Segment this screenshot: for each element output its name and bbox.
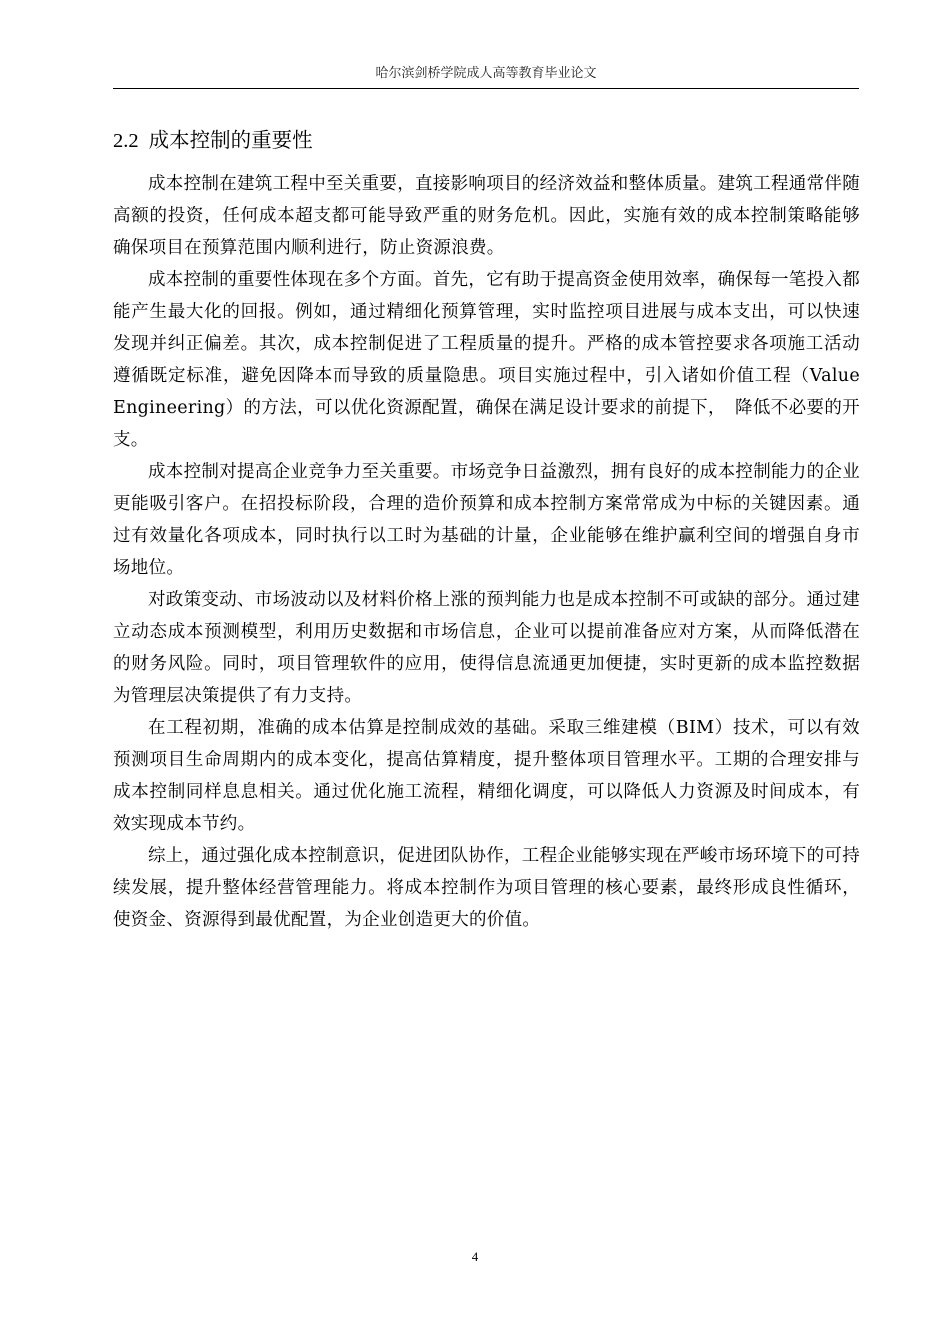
paragraph-5: 在工程初期，准确的成本估算是控制成效的基础。采取三维建模（BIM）技术，可以有效预测项目生命周期内的成本变化，提高估算精度，提升整体项目管理水平。工期的合理安排与成本控制同样息息相关。通过优化施工流程，精细化调度，可以降低人力资源及时间成本，有效实现成本节约。 [113,718,860,834]
header-divider [113,88,859,89]
page-header: 哈尔滨剑桥学院成人高等教育毕业论文 [375,66,597,81]
paragraph-2: 成本控制的重要性体现在多个方面。首先，它有助于提高资金使用效率，确保每一笔投入都能产生最大化的回报。例如，通过精细化预算管理，实时监控项目进展与成本支出，可以快速发现并纠正偏差。其次，成本控制促进了工程质量的提升。严格的成本管控要求各项施工活动遵循既定标准，避免因降本而导致的质量隐患。项目实施过程中，引入诸如价值工程（Value Engineering）的方法，可以优化资源配置，确保在满足设计要求的前提下， 降低不必要的开支。 [113,270,860,450]
paragraph-3: 成本控制对提高企业竞争力至关重要。市场竞争日益激烈，拥有良好的成本控制能力的企业更能吸引客户。在招投标阶段，合理的造价预算和成本控制方案常常成为中标的关键因素。通过有效量化各项成本，同时执行以工时为基础的计量，企业能够在维护赢利空间的增强自身市场地位。 [113,462,860,578]
paragraph-4: 对政策变动、市场波动以及材料价格上涨的预判能力也是成本控制不可或缺的部分。通过建立动态成本预测模型，利用历史数据和市场信息，企业可以提前准备应对方案，从而降低潜在的财务风险。同时，项目管理软件的应用，使得信息流通更加便捷，实时更新的成本监控数据为管理层决策提供了有力支持。 [113,590,860,706]
page-number: 4 [471,1249,479,1264]
section-heading [113,126,313,155]
paragraph-6: 综上，通过强化成本控制意识，促进团队协作，工程企业能够实现在严峻市场环境下的可持续发展，提升整体经营管理能力。将成本控制作为项目管理的核心要素，最终形成良性循环，使资金、资源得到最优配置，为企业创造更大的价值。 [113,846,860,930]
body-text [113,168,860,936]
section-number: 2.2 [113,130,139,152]
section-title: 成本控制的重要性 [148,128,313,152]
paragraph-1: 成本控制在建筑工程中至关重要，直接影响项目的经济效益和整体质量。建筑工程通常伴随高额的投资，任何成本超支都可能导致严重的财务危机。因此，实施有效的成本控制策略能够确保项目在预算范围内顺利进行，防止资源浪费。 [113,174,860,258]
